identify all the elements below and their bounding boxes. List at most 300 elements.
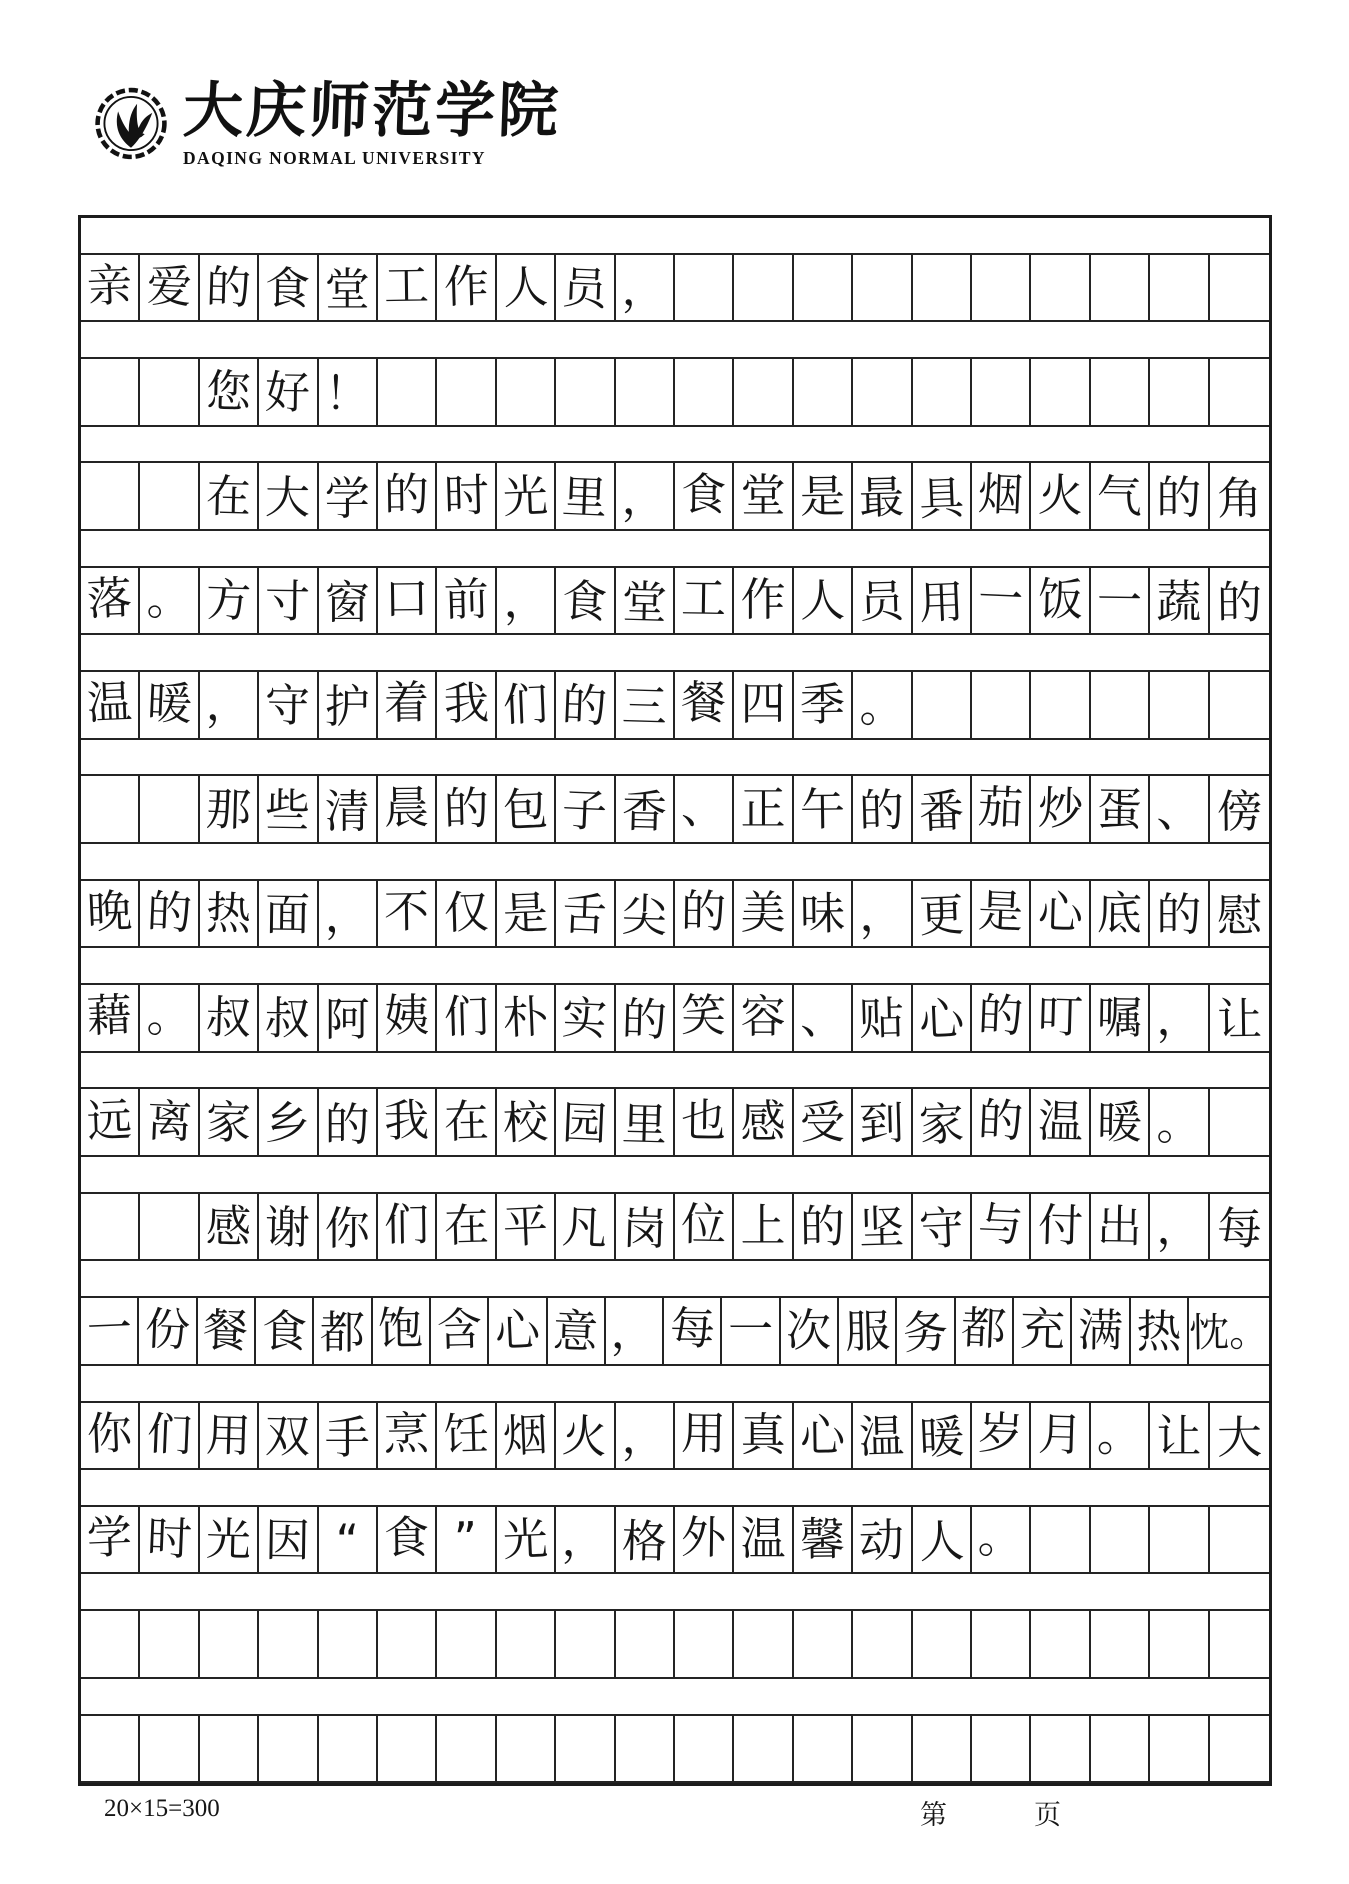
grid-cell	[853, 255, 912, 321]
grid-cell	[616, 985, 675, 1051]
grid-cell	[200, 1507, 259, 1573]
grid-cell	[1091, 776, 1150, 842]
handwritten-character: 意	[552, 1304, 600, 1360]
grid-cell	[81, 1089, 140, 1155]
handwritten-character: 的	[324, 1097, 370, 1151]
grid-cell	[1210, 568, 1269, 634]
grid-cell	[556, 1089, 615, 1155]
handwritten-character: 美	[740, 886, 786, 940]
grid-cell	[675, 255, 734, 321]
grid-cell	[140, 881, 199, 947]
grid-cell	[259, 1194, 318, 1260]
handwritten-character: 好	[264, 366, 311, 420]
handwritten-character: 到	[858, 1096, 906, 1151]
grid-cell	[1150, 1089, 1209, 1155]
grid-cell	[81, 1611, 140, 1677]
grid-cell	[319, 776, 378, 842]
handwritten-character: 服	[844, 1304, 891, 1360]
grid-cell	[853, 1507, 912, 1573]
handwritten-character: 温	[740, 1512, 786, 1566]
grid-cell	[437, 1611, 496, 1677]
handwritten-character: 。	[858, 678, 906, 734]
grid-cell	[437, 672, 496, 738]
grid-cell	[1210, 255, 1269, 321]
grid-cell	[1031, 672, 1090, 738]
grid-cell	[200, 776, 259, 842]
handwritten-character: 温	[86, 675, 134, 731]
handwritten-character: 窗	[324, 576, 370, 630]
handwritten-character: 的	[799, 1199, 846, 1254]
handwritten-character: 。	[1156, 1096, 1202, 1150]
handwritten-character: 是	[501, 886, 550, 942]
grid-cell	[1210, 985, 1269, 1051]
grid-cell	[1150, 255, 1209, 321]
handwritten-character: ，	[858, 887, 906, 942]
grid-cell	[556, 255, 615, 321]
grid-cell	[1150, 1403, 1209, 1469]
grid-cell	[81, 463, 140, 529]
grid-cell	[497, 1507, 556, 1573]
handwritten-character: 底	[1096, 886, 1143, 941]
grid-cell	[497, 985, 556, 1051]
row-spacer	[81, 635, 1269, 670]
handwritten-character: 姨	[383, 989, 430, 1043]
handwritten-character: 的	[1156, 888, 1202, 942]
handwritten-character: ！	[324, 367, 370, 421]
grid-cell	[794, 1089, 853, 1155]
grid-cell	[319, 359, 378, 425]
handwritten-character: 光	[501, 468, 550, 524]
grid-cell	[259, 1716, 318, 1782]
handwritten-character: 饱	[377, 1302, 424, 1356]
handwritten-character: 时	[145, 1511, 193, 1567]
handwritten-character: 暖	[917, 1409, 965, 1465]
grid-cell	[972, 1507, 1031, 1573]
handwritten-character: 朴	[501, 990, 550, 1046]
grid-cell	[972, 1716, 1031, 1782]
handwritten-character: 家	[917, 1096, 965, 1152]
handwritten-character: 子	[561, 782, 609, 838]
grid-row-5	[81, 670, 1269, 740]
row-spacer	[81, 427, 1269, 462]
grid-cell	[1150, 1716, 1209, 1782]
handwritten-character: 食	[264, 261, 311, 316]
grid-cell	[1150, 672, 1209, 738]
grid-cell	[1210, 672, 1269, 738]
grid-cell	[1210, 1611, 1269, 1677]
handwritten-character: 阿	[324, 993, 370, 1047]
grid-cell	[437, 463, 496, 529]
grid-cell	[378, 359, 437, 425]
grid-cell	[616, 359, 675, 425]
handwritten-character: 气	[1096, 469, 1143, 524]
grid-cell	[81, 255, 140, 321]
handwritten-character: 光	[501, 1512, 550, 1568]
grid-cell	[616, 568, 675, 634]
handwritten-character: 口	[383, 571, 430, 626]
grid-cell	[140, 568, 199, 634]
handwritten-character: 火	[561, 1408, 609, 1464]
grid-cell	[1031, 1716, 1090, 1782]
handwritten-character: 茄	[977, 779, 1025, 835]
handwritten-character: 着	[383, 676, 430, 730]
handwritten-character: 大	[1216, 1410, 1263, 1465]
grid-cell	[1091, 1089, 1150, 1155]
grid-cell	[497, 255, 556, 321]
handwritten-character: 里	[561, 469, 609, 525]
grid-cell	[1031, 568, 1090, 634]
handwritten-character: 人	[917, 1514, 965, 1570]
handwritten-character: 的	[442, 781, 490, 836]
handwritten-character: 饭	[1036, 572, 1084, 627]
grid-cell	[319, 881, 378, 947]
row-spacer	[81, 1261, 1269, 1296]
handwritten-character: 们	[145, 1406, 193, 1462]
grid-cell	[497, 1611, 556, 1677]
handwritten-character: 馨	[799, 1512, 846, 1567]
handwritten-character: 与	[977, 1197, 1025, 1253]
grid-row-12	[81, 1401, 1269, 1471]
handwritten-character: 火	[1036, 468, 1084, 523]
handwritten-character: 岗	[620, 1201, 668, 1256]
handwritten-character: 餐	[202, 1303, 250, 1359]
grid-cell	[256, 1298, 314, 1364]
handwritten-character: 都	[960, 1301, 1008, 1357]
grid-cell	[734, 463, 793, 529]
grid-cell	[437, 1089, 496, 1155]
grid-cell	[734, 672, 793, 738]
handwritten-character: 都	[319, 1306, 365, 1360]
grid-cell	[378, 463, 437, 529]
grid-cell	[1150, 881, 1209, 947]
grid-cell	[319, 1194, 378, 1260]
grid-cell	[140, 985, 199, 1051]
grid-cell	[616, 672, 675, 738]
grid-cell	[734, 1089, 793, 1155]
grid-cell	[1091, 1194, 1150, 1260]
grid-cell	[675, 985, 734, 1051]
grid-cell	[853, 985, 912, 1051]
grid-row-2	[81, 357, 1269, 427]
handwritten-character: 动	[858, 1513, 906, 1568]
grid-cell	[556, 776, 615, 842]
grid-cell	[81, 1403, 140, 1469]
grid-cell	[1210, 359, 1269, 425]
grid-cell	[319, 255, 378, 321]
handwritten-character: 爱	[145, 259, 193, 314]
handwritten-character: 出	[1096, 1199, 1143, 1254]
handwritten-character: 含	[435, 1302, 483, 1358]
handwritten-character: 作	[442, 259, 490, 314]
grid-cell	[734, 1611, 793, 1677]
handwritten-character: 忱。	[1188, 1309, 1270, 1357]
handwritten-character: 用	[680, 1406, 727, 1461]
grid-row-14	[81, 1609, 1269, 1679]
grid-cell	[497, 881, 556, 947]
handwritten-character: 叔	[264, 992, 311, 1046]
grid-cell	[437, 1507, 496, 1573]
handwritten-character: 守	[264, 679, 311, 733]
grid-cell	[81, 1716, 140, 1782]
grid-cell	[1091, 1716, 1150, 1782]
grid-cell	[259, 1507, 318, 1573]
row-spacer	[81, 844, 1269, 879]
handwritten-character: 员	[561, 261, 609, 316]
grid-cell	[437, 776, 496, 842]
grid-cell	[794, 359, 853, 425]
grid-cell	[556, 985, 615, 1051]
handwritten-character: 离	[145, 1093, 193, 1149]
grid-cell	[794, 881, 853, 947]
grid-cell	[81, 985, 140, 1051]
handwritten-character: 温	[858, 1409, 906, 1464]
grid-cell	[1150, 776, 1209, 842]
grid-cell	[437, 1403, 496, 1469]
page-label-suffix: 页	[1034, 1800, 1061, 1830]
grid-cell	[437, 1716, 496, 1782]
grid-cell	[200, 1194, 259, 1260]
grid-cell	[1031, 1089, 1090, 1155]
handwritten-character: 正	[740, 781, 786, 835]
handwritten-character: 。	[145, 989, 193, 1045]
grid-cell	[1031, 1403, 1090, 1469]
handwritten-character: 每	[669, 1302, 716, 1356]
grid-cell	[972, 463, 1031, 529]
grid-cell	[140, 1611, 199, 1677]
handwritten-character: 的	[205, 260, 252, 315]
grid-cell	[675, 1089, 734, 1155]
grid-cell	[1091, 1403, 1150, 1469]
grid-cell	[913, 568, 972, 634]
grid-cell	[972, 1403, 1031, 1469]
grid-cell	[972, 1194, 1031, 1260]
grid-cell	[794, 1611, 853, 1677]
handwritten-character: 暖	[1096, 1095, 1143, 1150]
handwritten-character: 们	[383, 1197, 430, 1252]
handwritten-character: 外	[680, 1510, 727, 1565]
grid-cell	[259, 1611, 318, 1677]
grid-cell	[378, 881, 437, 947]
handwritten-character: 在	[442, 1198, 490, 1253]
grid-cell	[319, 1089, 378, 1155]
grid-cell	[1150, 359, 1209, 425]
grid-cell	[972, 985, 1031, 1051]
handwritten-character: 亲	[86, 258, 134, 313]
grid-cell	[853, 568, 912, 634]
grid-cell	[548, 1298, 606, 1364]
handwritten-character: 你	[324, 1202, 370, 1256]
grid-cell	[259, 359, 318, 425]
grid-cell	[972, 672, 1031, 738]
grid-cell	[319, 1507, 378, 1573]
handwritten-character: 那	[205, 782, 252, 837]
handwritten-character: ，	[561, 1513, 609, 1569]
grid-cell	[259, 985, 318, 1051]
grid-cell	[853, 776, 912, 842]
row-spacer	[81, 948, 1269, 983]
grid-cell	[489, 1298, 547, 1364]
handwritten-character: 一	[85, 1301, 133, 1357]
grid-cell	[1210, 1507, 1269, 1573]
grid-cell	[497, 1089, 556, 1155]
grid-cell	[1031, 776, 1090, 842]
grid-cell	[853, 463, 912, 529]
handwritten-character: 笑	[680, 989, 727, 1043]
grid-cell	[259, 463, 318, 529]
handwritten-character: 的	[1216, 575, 1263, 630]
grid-cell	[1210, 1089, 1269, 1155]
grid-cell	[1031, 359, 1090, 425]
handwritten-character: 最	[858, 470, 906, 525]
grid-cell	[913, 1507, 972, 1573]
handwritten-character: 三	[620, 679, 668, 735]
grid-cell	[200, 1089, 259, 1155]
grid-cell	[853, 1611, 912, 1677]
handwritten-character: 味	[799, 886, 846, 941]
handwritten-character: 食	[383, 1510, 430, 1565]
grid-cell	[437, 568, 496, 634]
handwritten-character: 晨	[383, 780, 430, 835]
grid-cell	[972, 776, 1031, 842]
grid-cell	[675, 359, 734, 425]
handwritten-character: 们	[442, 989, 490, 1045]
handwritten-character: 时	[442, 468, 490, 523]
handwritten-character: 乡	[264, 1096, 311, 1151]
row-spacer	[81, 1366, 1269, 1401]
handwritten-character: 藉	[86, 988, 134, 1044]
grid-cell	[259, 776, 318, 842]
grid-cell	[497, 1194, 556, 1260]
grid-cell	[1031, 255, 1090, 321]
grid-cell	[1031, 463, 1090, 529]
grid-cell	[200, 568, 259, 634]
handwritten-character: 落	[86, 571, 134, 626]
university-name-zh: 大庆师范学院	[181, 76, 563, 146]
grid-row-4	[81, 566, 1269, 636]
grid-cell	[81, 359, 140, 425]
grid-cell	[972, 255, 1031, 321]
grid-cell	[259, 881, 318, 947]
handwritten-character: 的	[145, 885, 193, 941]
grid-cell	[319, 1611, 378, 1677]
grid-cell	[140, 1403, 199, 1469]
handwritten-character: 园	[561, 1095, 609, 1151]
grid-cell	[616, 1403, 675, 1469]
grid-cell	[437, 881, 496, 947]
handwritten-character: 让	[1156, 1409, 1202, 1463]
grid-cell	[556, 359, 615, 425]
handwritten-character: 受	[799, 1095, 846, 1150]
row-spacer	[81, 1157, 1269, 1192]
grid-cell	[734, 1507, 793, 1573]
handwritten-character: 寸	[264, 574, 311, 629]
grid-cell	[1150, 985, 1209, 1051]
grid-cell	[314, 1298, 372, 1364]
grid-cell	[378, 1611, 437, 1677]
handwritten-character: 光	[205, 1512, 252, 1567]
grid-cell	[913, 359, 972, 425]
handwritten-character: 作	[740, 573, 786, 627]
grid-cell	[319, 1716, 378, 1782]
grid-cell	[616, 1089, 675, 1155]
handwritten-character: 因	[264, 1513, 311, 1568]
handwritten-character: 的	[858, 783, 906, 838]
grid-cell	[734, 255, 793, 321]
grid-cell	[319, 463, 378, 529]
grid-cell	[556, 1194, 615, 1260]
grid-cell	[616, 1507, 675, 1573]
grid-cell	[853, 881, 912, 947]
grid-cell	[853, 1716, 912, 1782]
grid-cell	[913, 1194, 972, 1260]
handwritten-character: 月	[1036, 1407, 1084, 1462]
handwritten-character: ，	[324, 889, 370, 943]
grid-cell	[972, 568, 1031, 634]
handwritten-character: 的	[1156, 470, 1202, 524]
grid-cell	[556, 881, 615, 947]
handwritten-character: ，	[1156, 1201, 1202, 1255]
grid-cell	[1014, 1298, 1072, 1364]
handwritten-character: 。	[977, 1510, 1025, 1566]
grid-cell	[734, 1403, 793, 1469]
handwritten-character: 方	[205, 573, 252, 628]
grid-cell	[794, 463, 853, 529]
handwritten-character: 心	[493, 1303, 541, 1359]
handwritten-character: ，	[205, 677, 252, 733]
grid-cell	[616, 463, 675, 529]
handwritten-character: 晚	[86, 884, 134, 940]
grid-cell	[378, 672, 437, 738]
university-logo-emblem	[93, 84, 169, 166]
row-spacer	[81, 740, 1269, 775]
grid-cell	[556, 1403, 615, 1469]
grid-cell	[1031, 881, 1090, 947]
handwritten-character: 是	[977, 884, 1025, 940]
handwritten-character: 季	[799, 678, 846, 732]
handwritten-character: 务	[902, 1305, 950, 1361]
handwritten-character: 用	[917, 575, 965, 630]
grid-cell	[675, 1194, 734, 1260]
grid-cell	[1091, 1611, 1150, 1677]
grid-cell	[913, 881, 972, 947]
grid-cell	[675, 1716, 734, 1782]
grid-cell	[664, 1298, 722, 1364]
grid-cell	[1210, 776, 1269, 842]
grid-cell	[140, 776, 199, 842]
grid-cell	[794, 568, 853, 634]
handwritten-character: 番	[917, 783, 965, 839]
grid-cell	[200, 672, 259, 738]
handwritten-character: 餐	[680, 676, 727, 730]
grid-cell	[378, 1507, 437, 1573]
handwritten-character: 我	[442, 676, 490, 732]
handwritten-character: 蔬	[1156, 575, 1202, 629]
grid-cell	[913, 985, 972, 1051]
grid-cell	[616, 1611, 675, 1677]
handwritten-character: 人	[799, 573, 846, 628]
grid-cell	[794, 1194, 853, 1260]
grid-cell	[81, 672, 140, 738]
grid-cell	[913, 672, 972, 738]
grid-cell	[81, 568, 140, 634]
grid-cell	[972, 359, 1031, 425]
handwritten-character: 前	[442, 572, 490, 627]
grid-cell	[1091, 463, 1150, 529]
grid-cell	[200, 1716, 259, 1782]
handwritten-character: 、	[680, 780, 727, 835]
handwritten-character: 蛋	[1096, 782, 1143, 837]
grid-cell	[675, 881, 734, 947]
